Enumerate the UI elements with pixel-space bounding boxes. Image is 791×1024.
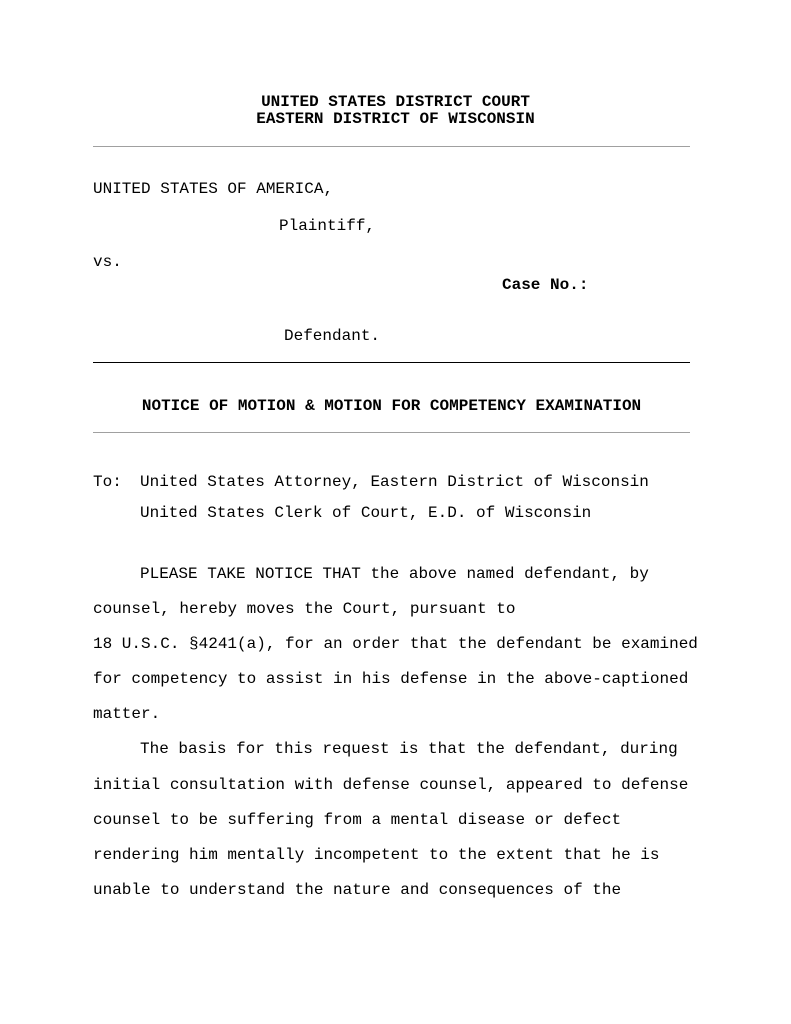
paragraph-2-line: initial consultation with defense counsel, appeared to defense — [93, 776, 689, 794]
paragraph-1-line: counsel, hereby moves the Court, pursuant to — [93, 600, 516, 618]
paragraph-2-line: The basis for this request is that the defendant, during — [140, 740, 678, 758]
paragraph-1-line: 18 U.S.C. §4241(a), for an order that the defendant be examined — [93, 635, 698, 653]
plaintiff-party: UNITED STATES OF AMERICA, — [93, 180, 334, 198]
versus-label: vs. — [93, 253, 122, 271]
court-district: EASTERN DISTRICT OF WISCONSIN — [256, 110, 535, 128]
to-label: To: — [93, 473, 122, 491]
paragraph-1-line: matter. — [93, 705, 161, 723]
defendant-role: Defendant. — [284, 327, 381, 345]
paragraph-2-line: unable to understand the nature and consequences of the — [93, 881, 622, 899]
paragraph-1-line: PLEASE TAKE NOTICE THAT the above named defendant, by — [140, 565, 649, 583]
caption-divider — [93, 362, 690, 363]
paragraph-1-line: for competency to assist in his defense in the above-captioned — [93, 670, 689, 688]
header-divider — [93, 146, 690, 147]
recipient-us-attorney: United States Attorney, Eastern District of Wisconsin — [140, 473, 649, 491]
recipient-clerk: United States Clerk of Court, E.D. of Wisconsin — [140, 504, 592, 522]
court-name: UNITED STATES DISTRICT COURT — [261, 93, 530, 111]
plaintiff-role: Plaintiff, — [279, 217, 376, 235]
paragraph-2-line: rendering him mentally incompetent to the extent that he is — [93, 846, 660, 864]
paragraph-2-line: counsel to be suffering from a mental disease or defect — [93, 811, 622, 829]
case-number-label: Case No.: — [502, 276, 589, 294]
motion-title: NOTICE OF MOTION & MOTION FOR COMPETENCY EXAMINATION — [141, 397, 642, 415]
title-divider — [93, 432, 690, 433]
